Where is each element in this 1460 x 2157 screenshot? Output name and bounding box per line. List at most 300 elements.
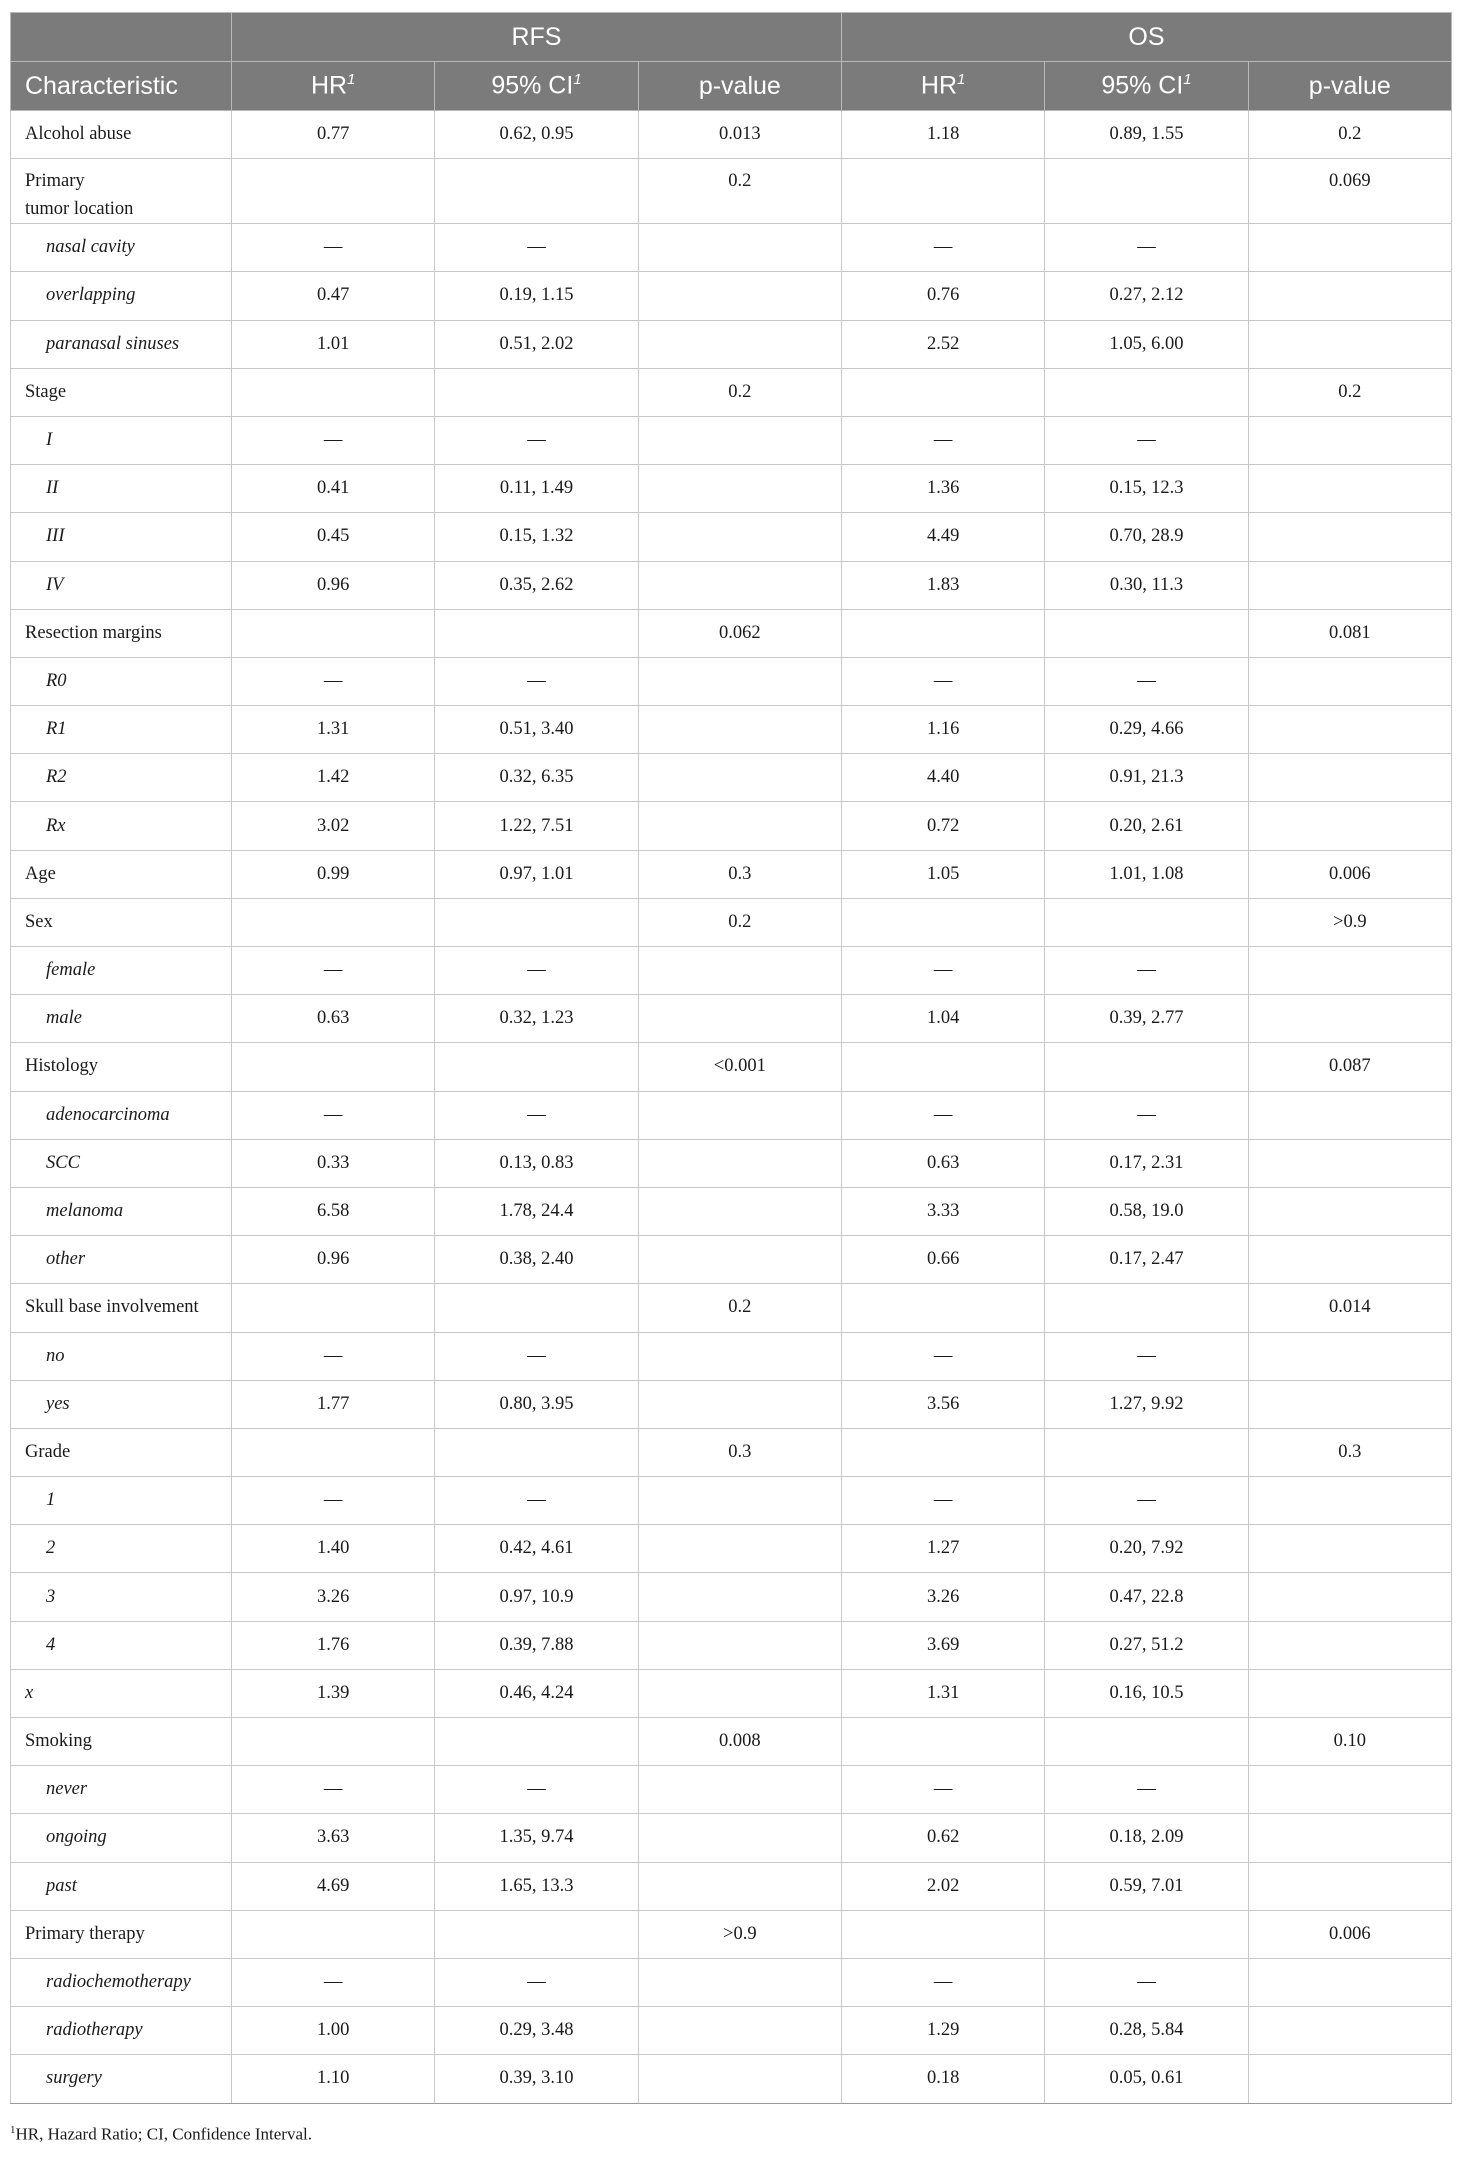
cell-rfs-pvalue [638,513,841,561]
characteristic-label: SCC [11,1139,232,1187]
table-subrow [11,224,1452,272]
cell-os-hr: — [841,947,1044,995]
cell-os-hr: 2.02 [841,1862,1044,1910]
table-subrow [11,1139,1452,1187]
cell-rfs-hr: 4.69 [232,1862,435,1910]
table-subrow [11,561,1452,609]
characteristic-label: past [11,1862,232,1910]
cell-rfs-hr: — [232,1766,435,1814]
characteristic-label: 4 [11,1621,232,1669]
footnote-marker: 1 [957,71,966,89]
cell-os-pvalue [1248,224,1451,272]
cell-os-hr: 0.18 [841,2055,1044,2103]
cell-rfs-ci: — [435,224,638,272]
header-group-row [11,13,1452,62]
cell-rfs-hr: 0.96 [232,561,435,609]
cell-rfs-hr: 1.40 [232,1525,435,1573]
cell-os-ci: — [1045,1332,1248,1380]
cell-os-pvalue [1248,2055,1451,2103]
cell-rfs-ci: 0.11, 1.49 [435,465,638,513]
cell-os-pvalue [1248,1669,1451,1717]
cell-os-hr: — [841,1477,1044,1525]
table-subrow [11,416,1452,464]
cell-os-ci: — [1045,416,1248,464]
cell-os-ci: 1.27, 9.92 [1045,1380,1248,1428]
cell-os-ci: 0.20, 7.92 [1045,1525,1248,1573]
cell-os-pvalue: 0.006 [1248,1910,1451,1958]
cell-os-hr: 1.18 [841,111,1044,159]
cell-os-pvalue [1248,706,1451,754]
table-subrow [11,1862,1452,1910]
characteristic-label: III [11,513,232,561]
cell-os-ci: — [1045,657,1248,705]
cell-os-hr: — [841,1958,1044,2006]
characteristic-label: 3 [11,1573,232,1621]
cell-rfs-pvalue [638,706,841,754]
characteristic-label: R0 [11,657,232,705]
table-row [11,159,1452,224]
cell-rfs-hr: 1.76 [232,1621,435,1669]
table-subrow [11,1477,1452,1525]
table-header [11,13,1452,111]
cell-os-hr: 0.66 [841,1236,1044,1284]
characteristic-label: IV [11,561,232,609]
cell-os-hr: 1.83 [841,561,1044,609]
cell-rfs-hr: 0.33 [232,1139,435,1187]
header-ci-label: 95% CI [491,71,574,100]
cell-os-ci: 0.05, 0.61 [1045,2055,1248,2103]
cell-os-hr: 2.52 [841,320,1044,368]
cell-rfs-hr: 0.45 [232,513,435,561]
cell-os-ci: 0.70, 28.9 [1045,513,1248,561]
cell-rfs-ci: 0.51, 2.02 [435,320,638,368]
cell-os-ci: 0.47, 22.8 [1045,1573,1248,1621]
table-footnote [10,2124,312,2145]
cell-os-ci: 0.30, 11.3 [1045,561,1248,609]
cell-os-ci: 0.20, 2.61 [1045,802,1248,850]
cell-os-ci: 0.58, 19.0 [1045,1187,1248,1235]
cell-os-pvalue [1248,1332,1451,1380]
cell-os-hr [841,1428,1044,1476]
table-subrow [11,802,1452,850]
cell-rfs-pvalue [638,995,841,1043]
cell-rfs-hr: 0.41 [232,465,435,513]
cell-rfs-pvalue [638,416,841,464]
characteristic-label: 1 [11,1477,232,1525]
characteristic-label: Alcohol abuse [11,111,232,159]
characteristic-label: Skull base involvement [11,1284,232,1332]
cell-rfs-hr: — [232,1332,435,1380]
cell-rfs-ci: — [435,1332,638,1380]
cell-rfs-pvalue: 0.062 [638,609,841,657]
table-row [11,1718,1452,1766]
cell-os-hr [841,1910,1044,1958]
cell-rfs-hr: 0.77 [232,111,435,159]
table-subrow [11,1236,1452,1284]
cell-rfs-ci: — [435,657,638,705]
cell-rfs-pvalue [638,272,841,320]
cell-rfs-hr: — [232,657,435,705]
cell-rfs-hr: 1.31 [232,706,435,754]
cell-os-pvalue [1248,1236,1451,1284]
cell-os-pvalue: 0.014 [1248,1284,1451,1332]
cell-os-hr: — [841,1766,1044,1814]
table-subrow [11,320,1452,368]
table-row [11,1910,1452,1958]
characteristic-label: ongoing [11,1814,232,1862]
cell-rfs-ci: 0.97, 10.9 [435,1573,638,1621]
cell-rfs-ci: 0.13, 0.83 [435,1139,638,1187]
cell-os-pvalue [1248,465,1451,513]
cell-os-hr: 4.40 [841,754,1044,802]
cell-rfs-hr: 3.63 [232,1814,435,1862]
cell-os-hr: 0.62 [841,1814,1044,1862]
cell-os-ci [1045,609,1248,657]
characteristic-label: radiochemotherapy [11,1958,232,2006]
characteristic-label: no [11,1332,232,1380]
cell-os-hr [841,1043,1044,1091]
cell-rfs-ci [435,1043,638,1091]
cell-os-pvalue [1248,1380,1451,1428]
characteristic-label: male [11,995,232,1043]
cell-rfs-pvalue [638,224,841,272]
cell-rfs-ci: — [435,1958,638,2006]
cell-rfs-ci: 0.46, 4.24 [435,1669,638,1717]
cell-os-pvalue: 0.10 [1248,1718,1451,1766]
cell-rfs-pvalue [638,754,841,802]
regression-table [10,12,1452,2104]
cell-os-pvalue [1248,754,1451,802]
cell-os-pvalue [1248,1621,1451,1669]
cell-os-ci: 1.05, 6.00 [1045,320,1248,368]
table-subrow [11,1091,1452,1139]
cell-os-pvalue [1248,802,1451,850]
characteristic-label: Stage [11,368,232,416]
cell-os-pvalue [1248,1862,1451,1910]
cell-rfs-pvalue [638,1139,841,1187]
cell-rfs-pvalue: 0.2 [638,1284,841,1332]
characteristic-label: II [11,465,232,513]
cell-os-pvalue [1248,272,1451,320]
cell-rfs-ci [435,898,638,946]
cell-rfs-pvalue: 0.008 [638,1718,841,1766]
cell-rfs-pvalue [638,2007,841,2055]
cell-rfs-hr: 1.10 [232,2055,435,2103]
cell-rfs-ci [435,1718,638,1766]
table-subrow [11,1525,1452,1573]
cell-rfs-pvalue [638,1958,841,2006]
cell-os-pvalue: 0.006 [1248,850,1451,898]
cell-os-pvalue: 0.2 [1248,111,1451,159]
cell-rfs-hr: 1.01 [232,320,435,368]
cell-rfs-pvalue: 0.013 [638,111,841,159]
cell-os-pvalue [1248,947,1451,995]
cell-rfs-hr: 0.99 [232,850,435,898]
cell-rfs-pvalue [638,802,841,850]
cell-rfs-ci: 0.62, 0.95 [435,111,638,159]
characteristic-label: I [11,416,232,464]
cell-rfs-pvalue: <0.001 [638,1043,841,1091]
characteristic-label: yes [11,1380,232,1428]
cell-os-ci: — [1045,224,1248,272]
cell-rfs-pvalue [638,1477,841,1525]
cell-os-ci [1045,1284,1248,1332]
cell-os-hr: 3.56 [841,1380,1044,1428]
cell-os-hr: 0.72 [841,802,1044,850]
cell-rfs-hr [232,1428,435,1476]
characteristic-label: Histology [11,1043,232,1091]
cell-rfs-pvalue [638,947,841,995]
footnote-marker: 1 [347,71,356,89]
table-body [11,111,1452,2104]
cell-os-pvalue: >0.9 [1248,898,1451,946]
cell-os-pvalue [1248,1766,1451,1814]
cell-rfs-pvalue [638,1236,841,1284]
cell-rfs-ci: 0.39, 7.88 [435,1621,638,1669]
cell-os-pvalue [1248,1814,1451,1862]
cell-os-ci [1045,1718,1248,1766]
cell-os-hr [841,609,1044,657]
table-subrow [11,706,1452,754]
header-rfs-pvalue: p-value [638,62,841,111]
header-os-hr [841,62,1044,111]
cell-rfs-hr: 1.42 [232,754,435,802]
cell-os-hr: — [841,657,1044,705]
cell-os-ci: 1.01, 1.08 [1045,850,1248,898]
cell-os-pvalue [1248,1139,1451,1187]
cell-rfs-ci: 0.15, 1.32 [435,513,638,561]
cell-os-hr: 1.27 [841,1525,1044,1573]
cell-os-pvalue [1248,1958,1451,2006]
table-subrow [11,513,1452,561]
table-subrow [11,1621,1452,1669]
cell-rfs-pvalue [638,1814,841,1862]
cell-os-hr [841,1284,1044,1332]
cell-rfs-hr: 0.96 [232,1236,435,1284]
cell-os-ci: 0.17, 2.31 [1045,1139,1248,1187]
cell-rfs-ci [435,1910,638,1958]
cell-rfs-pvalue [638,1380,841,1428]
cell-rfs-hr: 6.58 [232,1187,435,1235]
cell-os-ci: — [1045,947,1248,995]
table-row [11,111,1452,159]
cell-os-hr [841,159,1044,224]
characteristic-label: overlapping [11,272,232,320]
header-empty-cell [11,13,232,62]
cell-rfs-pvalue [638,2055,841,2103]
cell-rfs-pvalue [638,1766,841,1814]
cell-os-ci: — [1045,1477,1248,1525]
table-subrow [11,2055,1452,2103]
cell-rfs-pvalue [638,1621,841,1669]
cell-rfs-ci: 0.32, 1.23 [435,995,638,1043]
table-subrow [11,2007,1452,2055]
cell-rfs-hr: — [232,1958,435,2006]
cell-rfs-pvalue [638,1091,841,1139]
cell-os-pvalue [1248,1187,1451,1235]
cell-rfs-pvalue: 0.3 [638,850,841,898]
cell-rfs-pvalue [638,561,841,609]
cell-os-pvalue [1248,995,1451,1043]
cell-os-hr: 4.49 [841,513,1044,561]
cell-rfs-hr: 3.02 [232,802,435,850]
cell-rfs-pvalue [638,1669,841,1717]
table-row [11,1284,1452,1332]
cell-rfs-ci: 0.42, 4.61 [435,1525,638,1573]
table-subrow [11,1332,1452,1380]
cell-rfs-hr: — [232,947,435,995]
table-row [11,850,1452,898]
cell-rfs-ci [435,368,638,416]
cell-os-pvalue [1248,416,1451,464]
table-subrow [11,1814,1452,1862]
cell-os-hr: — [841,416,1044,464]
cell-os-ci [1045,1428,1248,1476]
cell-rfs-hr: — [232,416,435,464]
cell-rfs-hr [232,1043,435,1091]
cell-rfs-pvalue: 0.2 [638,368,841,416]
cell-rfs-ci [435,609,638,657]
cell-os-hr: — [841,1332,1044,1380]
cell-os-hr: 1.05 [841,850,1044,898]
cell-rfs-pvalue [638,1525,841,1573]
cell-os-pvalue: 0.2 [1248,368,1451,416]
cell-rfs-pvalue: 0.2 [638,898,841,946]
footnote-marker: 1 [1183,71,1192,89]
cell-os-hr: 3.26 [841,1573,1044,1621]
table-subrow [11,1573,1452,1621]
header-rfs-ci [435,62,638,111]
footnote-marker: 1 [573,71,582,89]
cell-os-pvalue: 0.3 [1248,1428,1451,1476]
characteristic-label: Resection margins [11,609,232,657]
cell-rfs-ci: 1.35, 9.74 [435,1814,638,1862]
cell-rfs-ci: — [435,1091,638,1139]
table-subrow [11,465,1452,513]
characteristic-label: Grade [11,1428,232,1476]
footnote-text: HR, Hazard Ratio; CI, Confidence Interval. [15,2124,312,2144]
cell-rfs-hr [232,1284,435,1332]
cell-rfs-pvalue [638,657,841,705]
cell-os-ci: 0.29, 4.66 [1045,706,1248,754]
cell-os-hr: 1.31 [841,1669,1044,1717]
characteristic-label: Smoking [11,1718,232,1766]
cell-rfs-ci: 0.32, 6.35 [435,754,638,802]
cell-rfs-pvalue [638,1187,841,1235]
characteristic-label: radiotherapy [11,2007,232,2055]
characteristic-label: surgery [11,2055,232,2103]
cell-rfs-ci: 0.29, 3.48 [435,2007,638,2055]
characteristic-label: Primary therapy [11,1910,232,1958]
characteristic-label: female [11,947,232,995]
cell-os-pvalue [1248,657,1451,705]
cell-rfs-ci: — [435,416,638,464]
cell-rfs-ci: 1.65, 13.3 [435,1862,638,1910]
footnote-marker: 1 [10,2124,16,2136]
cell-os-ci: 0.17, 2.47 [1045,1236,1248,1284]
header-hr-label: HR [310,71,348,100]
cell-rfs-hr [232,898,435,946]
cell-rfs-hr: 1.00 [232,2007,435,2055]
cell-rfs-pvalue [638,1332,841,1380]
cell-os-pvalue [1248,1573,1451,1621]
characteristic-label: paranasal sinuses [11,320,232,368]
cell-os-hr: 3.69 [841,1621,1044,1669]
cell-rfs-ci: 0.80, 3.95 [435,1380,638,1428]
header-rfs-hr [232,62,435,111]
cell-rfs-pvalue: 0.3 [638,1428,841,1476]
characteristic-label: Sex [11,898,232,946]
cell-os-ci: 0.59, 7.01 [1045,1862,1248,1910]
cell-rfs-hr: — [232,1477,435,1525]
cell-rfs-pvalue [638,320,841,368]
characteristic-label: nasal cavity [11,224,232,272]
cell-rfs-pvalue [638,465,841,513]
cell-os-pvalue [1248,513,1451,561]
cell-os-pvalue [1248,2007,1451,2055]
characteristic-label: adenocarcinoma [11,1091,232,1139]
cell-os-ci: 0.16, 10.5 [1045,1669,1248,1717]
characteristic-label: never [11,1766,232,1814]
cell-os-ci: — [1045,1091,1248,1139]
cell-rfs-hr [232,1718,435,1766]
cell-os-ci: 0.27, 51.2 [1045,1621,1248,1669]
table-subrow [11,995,1452,1043]
cell-rfs-ci: 0.97, 1.01 [435,850,638,898]
cell-os-ci [1045,1910,1248,1958]
cell-os-hr: 3.33 [841,1187,1044,1235]
cell-os-pvalue [1248,1091,1451,1139]
cell-os-ci [1045,1043,1248,1091]
characteristic-label: 2 [11,1525,232,1573]
cell-os-ci: 0.39, 2.77 [1045,995,1248,1043]
cell-os-ci: 0.15, 12.3 [1045,465,1248,513]
cell-os-pvalue: 0.081 [1248,609,1451,657]
cell-rfs-ci [435,1428,638,1476]
cell-os-pvalue [1248,1477,1451,1525]
cell-os-hr: — [841,224,1044,272]
cell-rfs-hr: 0.47 [232,272,435,320]
cell-os-ci [1045,368,1248,416]
characteristic-label: R2 [11,754,232,802]
table-subrow [11,947,1452,995]
header-group-rfs: RFS [232,13,842,62]
table-row [11,1043,1452,1091]
cell-rfs-pvalue [638,1862,841,1910]
cell-os-hr: 0.63 [841,1139,1044,1187]
cell-rfs-ci: — [435,947,638,995]
cell-os-pvalue: 0.069 [1248,159,1451,224]
characteristic-label: R1 [11,706,232,754]
cell-rfs-ci: — [435,1477,638,1525]
table-row [11,368,1452,416]
cell-rfs-ci: 0.38, 2.40 [435,1236,638,1284]
characteristic-label: Primary tumor location [11,159,232,224]
cell-os-pvalue [1248,320,1451,368]
cell-os-hr: — [841,1091,1044,1139]
characteristic-label: Rx [11,802,232,850]
cell-rfs-pvalue: >0.9 [638,1910,841,1958]
cell-rfs-ci [435,159,638,224]
cell-os-hr [841,898,1044,946]
cell-rfs-ci: 0.51, 3.40 [435,706,638,754]
characteristic-label: Age [11,850,232,898]
cell-os-pvalue [1248,561,1451,609]
table-row [11,898,1452,946]
cell-rfs-ci: 0.35, 2.62 [435,561,638,609]
cell-rfs-ci: 1.22, 7.51 [435,802,638,850]
cell-os-hr: 1.29 [841,2007,1044,2055]
